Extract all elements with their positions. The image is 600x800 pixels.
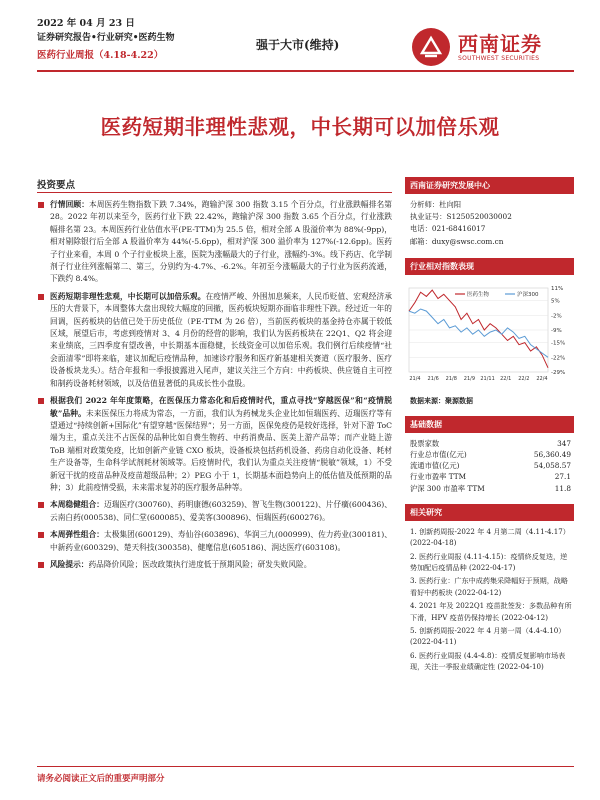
highlight-item — [37, 199, 392, 286]
related-research-item[interactable]: 4. 2021 年及 2022Q1 疫苗批签发：多数品种有所下滑，HPV 疫苗仍保持增长 (2022-04-12) — [410, 601, 572, 622]
table-row — [405, 438, 574, 449]
bullet-square-icon — [38, 294, 44, 300]
legend-label: 医药生物 — [467, 291, 490, 298]
x-tick-label: 21/4 — [409, 375, 421, 382]
highlight-text: 在疫情严峻、外围加息频来，人民币贬值、宏观经济承压的大背景下，本周整体大盘出现较大幅度的回撤，医药板块短期亦面临非理性下跌。经过近一年的回调，医药板块的估值已处于历史低位（PE-TTM 为 26 倍），当前医药板块的基金持仓亦属于较低区域，展望后市，考虑到疫情对 3、4 月份的经营的影响，我们认为医药板块在 22Q1、Q2 将会迎来业绩底，三四季度有望改善，中长期基本面稳健，长线资金可以加倍乐观。我们例行后续疫情“社会面清零”即将来临，建议加配后疫情品种，加速诊疗服务和医疗新基建相关赛道（医疗服务、医疗设备板块龙头）。结合年报和一季报披露进入尾声，建议关注三个方向：中药板块、供应链自主可控和制药设备耗材领域，以及估值显著低的具成长性小盘股。 — [50, 291, 392, 388]
stat-value: 347 — [557, 438, 571, 448]
related-research-item[interactable]: 6. 医药行业周报 (4.4-4.8)：疫情反复影响市场表现，关注一季报业绩确定性 (2022-04-10) — [410, 650, 566, 672]
highlight-item — [37, 291, 392, 390]
highlight-text: 迈瑞医疗(300760)、药明康德(603259)、智飞生物(300122)、片仔癀(600436)、云南白药(000538)、同仁堂(600085)、爱美客(300896)、恒瑞医药(600276)。 — [50, 500, 392, 522]
related-research-item[interactable]: 5. 创新药周报-2022 年 4 月第一周（4.4-4.10） (2022-04-11) — [410, 626, 566, 647]
highlights-list — [37, 199, 392, 571]
x-tick-label: 21/6 — [427, 375, 439, 382]
y-tick-label: 11% — [551, 285, 564, 292]
series-line-0 — [409, 290, 548, 368]
y-tick-label: -15% — [551, 340, 566, 347]
stat-label: 行业市盈率 TTM — [410, 472, 467, 482]
highlight-lead: 行情回顾： — [50, 200, 89, 209]
series-line-1 — [409, 309, 548, 357]
y-tick-label: -9% — [551, 327, 562, 334]
x-tick-label: 22/1 — [500, 375, 512, 382]
highlight-lead: 风险提示： — [50, 559, 89, 569]
industry-rating: 强于大市(维持) — [256, 38, 340, 52]
analyst-heading: 西南证券研究发展中心 — [405, 177, 574, 194]
header-divider — [37, 70, 574, 72]
highlights-heading: 投资要点 — [37, 177, 392, 193]
highlight-text: 太极集团(600129)、寿仙谷(603896)、华润三九(000999)、佐力药业(300181)、中新药业(600329)、楚天科技(300358)、健麾信息(605186)、润达医疗(603108)。 — [50, 530, 392, 552]
footer-divider — [37, 766, 574, 767]
investment-highlights — [37, 177, 392, 576]
logo-english-name: SOUTHWEST SECURITIES — [458, 55, 540, 62]
report-category: 证券研究报告•行业研究•医药生物 — [37, 33, 175, 43]
highlight-text: 本周医药生物指数下跌 7.34%，跑输沪深 300 指数 3.15 个百分点，行业涨跌幅排名第 28。2022 年初以来至今，医药行业下跌 22.42%，跑输沪深 300 指数 3.65 个百分点，行业涨跌幅排名第 23。本周医药行业估值水平(PE-TTM)为 25.5 倍，相对全部 A 股溢价率为 88%(-9pp)，相对剔除银行后全部 A 股溢价率为 44%(-5.6pp)，相对沪深 300 溢价率为 127%(-12.6pp)。医药子行业来看，本周 0 个子行业板块上涨，医院为涨幅最大的子行业，涨幅约-3%。线下药店、化学制剂子行业往列涨幅第二、第三，分别约为-4.7%、-6.2%。年初至今涨幅最大的子行业为医药流通，下跌约 8.4%。 — [50, 200, 392, 284]
market-data-table — [405, 438, 574, 494]
stat-value: 27.1 — [554, 472, 571, 482]
highlight-lead: 本周稳健组合： — [50, 500, 104, 510]
related-research-item[interactable]: 1. 创新药周报-2022 年 4 月第二周（4.11-4.17） (2022-04-18) — [410, 526, 570, 548]
stat-label: 股票家数 — [410, 438, 440, 448]
table-row — [405, 471, 574, 482]
market-data-heading: 基础数据 — [405, 416, 574, 433]
bullet-square-icon — [38, 532, 44, 538]
bullet-square-icon — [38, 398, 44, 404]
sidebar — [405, 177, 574, 675]
related-research-item[interactable]: 2. 医药行业周报 (4.11-4.15)：疫情終反复迭，逆势加配后疫情品种 (2022-04-17) — [410, 551, 568, 573]
highlight-item — [37, 529, 392, 554]
highlight-item — [37, 559, 392, 571]
stat-value: 54,058.57 — [533, 461, 571, 471]
y-tick-label: -29% — [551, 369, 566, 376]
x-tick-label: 22/4 — [536, 375, 548, 382]
y-tick-label: 5% — [551, 298, 560, 305]
chart-heading: 行业相对指数表现 — [405, 258, 574, 275]
logo-name: 西南证券 — [458, 32, 542, 56]
x-tick-label: 22/2 — [518, 375, 530, 382]
stat-label: 流通市值(亿元) — [410, 461, 460, 471]
highlight-text: 药品降价风险；医改政策执行进度低于预期风险；研发失败风险。 — [88, 559, 312, 569]
y-tick-label: -22% — [551, 355, 566, 362]
company-logo — [412, 24, 572, 70]
stat-value: 11.8 — [554, 483, 571, 493]
analyst-name: 分析师：杜向阳 — [410, 200, 462, 209]
relative-index-chart — [405, 280, 574, 390]
x-tick-label: 21/9 — [463, 375, 476, 382]
related-research-list — [405, 526, 574, 673]
stat-label: 行业总市值(亿元) — [410, 450, 467, 460]
report-title: 医药短期非理性悲观，中长期可以加倍乐观 — [100, 115, 500, 139]
related-research-item[interactable]: 3. 医药行业：广东中成药集采降幅好于预期，战略看好中药板块 (2022-04-12) — [410, 576, 568, 597]
highlight-lead: 本周弹性组合： — [50, 530, 104, 540]
table-row — [405, 449, 574, 460]
bullet-square-icon — [38, 502, 44, 508]
analyst-email: 邮箱：duxy@swsc.com.cn — [410, 236, 504, 246]
y-tick-label: -2% — [551, 313, 562, 320]
analyst-info — [405, 199, 574, 248]
report-series: 医药行业周报（4.18-4.22） — [37, 50, 164, 61]
highlight-item — [37, 499, 392, 524]
legend-label: 沪深300 — [517, 291, 539, 298]
stat-value: 56,360.49 — [533, 450, 571, 460]
x-tick-label: 21/11 — [480, 375, 495, 382]
analyst-phone: 电话：021-68416017 — [410, 224, 486, 234]
bullet-square-icon — [38, 202, 44, 208]
bullet-square-icon — [38, 562, 44, 568]
highlight-item — [37, 395, 392, 494]
highlight-lead: 医药短期非理性悲观，中长期可以加倍乐观。 — [50, 291, 206, 301]
analyst-license: 执业证号：S1250520030002 — [410, 212, 512, 222]
footer-disclaimer: 请务必阅读正文后的重要声明部分 — [37, 774, 165, 784]
stat-label: 沪深 300 市盈率 TTM — [410, 483, 485, 493]
table-row — [405, 483, 574, 494]
table-row — [405, 460, 574, 471]
report-date: 2022 年 04 月 23 日 — [37, 18, 135, 29]
x-tick-label: 21/8 — [445, 375, 457, 382]
chart-source: 数据来源：聚源数据 — [410, 395, 473, 405]
logo-mark-icon — [412, 28, 450, 66]
highlight-lead: 根据我们 2022 年年度策略，在医保压力常态化和后疫情时代，重点寻找“穿越医保”和“疫情脱敏”品种。 — [50, 396, 392, 418]
highlight-text: 未来医保压力将成为常态，一方面，我们认为药械龙头企业比如恒瑞医药、迈瑞医疗等有望通过“持续创新+国际化”有望穿越“医保结界”；另一方面，医保免疫仍是较好选择，针对下游 ToC 端为主，重点关注不占医保的品种比如自费生物药、中药消费品、医美上游产品等；而产业链上游 ToB 端相对政策免疫，比如创新产业链 CXO 板块，设备板块包括药机设备、药房自动化设备、耗材生产设备等，生命科学试剂耗材领域等。后疫情时代，我们认为重点关注疫情“脱敏”领域，1）不受新冠干扰的疫苗品种及疫苗超级品种；2）PEG 小于 1，长期基本面趋势向上的低估值及低预期的品种；3）此前疫情受损，未来需求复苏的医疗服务品种等。 — [50, 408, 392, 492]
related-research-heading: 相关研究 — [405, 504, 574, 521]
